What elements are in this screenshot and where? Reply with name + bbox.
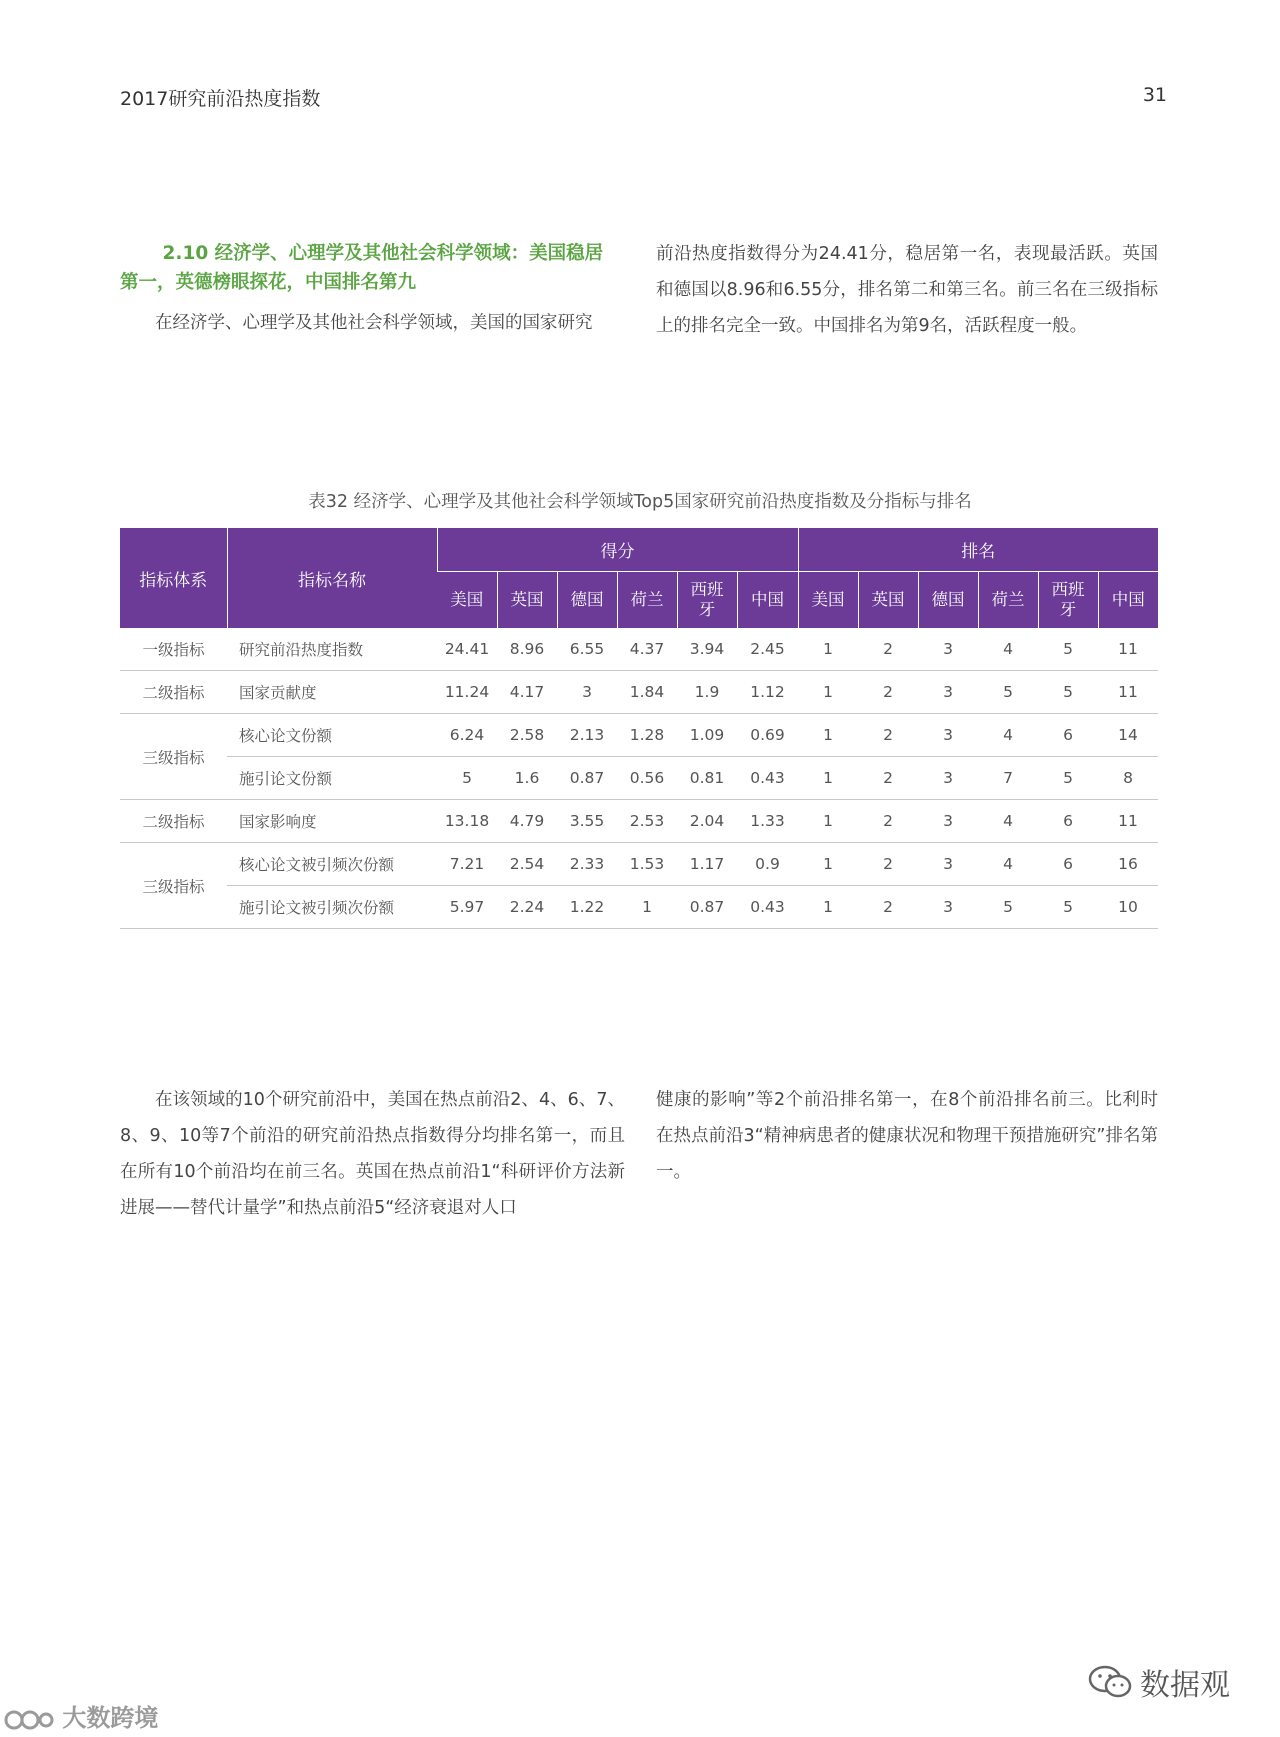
header-system: 指标体系 xyxy=(120,528,227,628)
rank-cell: 16 xyxy=(1098,843,1158,886)
table-caption: 表32 经济学、心理学及其他社会科学领域Top5国家研究前沿热度指数及分指标与排名 xyxy=(308,492,972,512)
indicator-system-cell: 一级指标 xyxy=(120,628,227,671)
rank-cell: 5 xyxy=(1038,886,1098,929)
rank-cell: 1 xyxy=(798,757,858,800)
score-cell: 1.17 xyxy=(677,843,737,886)
logo-icon xyxy=(4,1704,54,1734)
score-cell: 3.94 xyxy=(677,628,737,671)
watermark-left-text: 大数跨境 xyxy=(62,1704,159,1732)
header-rank-group: 排名 xyxy=(798,528,1158,572)
rank-cell: 2 xyxy=(858,714,918,757)
score-cell: 1 xyxy=(617,886,677,929)
score-cell: 2.54 xyxy=(497,843,557,886)
table-row xyxy=(120,757,1158,800)
rank-cell: 2 xyxy=(858,671,918,714)
table-row xyxy=(120,714,1158,757)
score-cell: 1.84 xyxy=(617,671,677,714)
score-country-header: 荷兰 xyxy=(617,572,677,629)
rank-cell: 4 xyxy=(978,628,1038,671)
wechat-icon xyxy=(1088,1665,1132,1699)
rank-cell: 2 xyxy=(858,757,918,800)
rank-cell: 4 xyxy=(978,843,1038,886)
score-cell: 7.21 xyxy=(437,843,497,886)
rank-cell: 4 xyxy=(978,800,1038,843)
rank-cell: 2 xyxy=(858,886,918,929)
score-cell: 1.6 xyxy=(497,757,557,800)
indicator-name-cell: 施引论文被引频次份额 xyxy=(227,886,437,929)
watermark-right-text: 数据观 xyxy=(1140,1668,1230,1703)
rank-cell: 7 xyxy=(978,757,1038,800)
rank-cell: 10 xyxy=(1098,886,1158,929)
rank-cell: 1 xyxy=(798,843,858,886)
rank-cell: 6 xyxy=(1038,800,1098,843)
table-row xyxy=(120,671,1158,714)
table-row xyxy=(120,886,1158,929)
header-name: 指标名称 xyxy=(227,528,437,628)
score-cell: 1.53 xyxy=(617,843,677,886)
rank-cell: 2 xyxy=(858,800,918,843)
score-country-header: 美国 xyxy=(437,572,497,629)
rank-cell: 3 xyxy=(918,757,978,800)
score-cell: 1.22 xyxy=(557,886,617,929)
indicator-name-cell: 施引论文份额 xyxy=(227,757,437,800)
rank-country-header: 西班牙 xyxy=(1038,572,1098,629)
rank-cell: 11 xyxy=(1098,800,1158,843)
rank-cell: 3 xyxy=(918,714,978,757)
section-title xyxy=(120,239,625,297)
table-row xyxy=(120,843,1158,886)
score-cell: 2.45 xyxy=(737,628,798,671)
score-cell: 0.87 xyxy=(677,886,737,929)
rank-cell: 3 xyxy=(918,843,978,886)
rank-cell: 1 xyxy=(798,628,858,671)
rank-cell: 14 xyxy=(1098,714,1158,757)
rank-cell: 1 xyxy=(798,671,858,714)
score-cell: 1.33 xyxy=(737,800,798,843)
rank-cell: 4 xyxy=(978,714,1038,757)
score-cell: 13.18 xyxy=(437,800,497,843)
rank-cell: 5 xyxy=(978,671,1038,714)
table-row xyxy=(120,628,1158,671)
score-cell: 4.37 xyxy=(617,628,677,671)
indicator-system-cell: 三级指标 xyxy=(120,714,227,800)
score-cell: 2.53 xyxy=(617,800,677,843)
score-cell: 6.24 xyxy=(437,714,497,757)
rank-cell: 11 xyxy=(1098,628,1158,671)
body-right-column xyxy=(656,1082,1158,1190)
rank-cell: 8 xyxy=(1098,757,1158,800)
rank-cell: 5 xyxy=(1038,757,1098,800)
score-country-header: 英国 xyxy=(497,572,557,629)
score-cell: 2.58 xyxy=(497,714,557,757)
rank-cell: 5 xyxy=(1038,628,1098,671)
score-cell: 0.81 xyxy=(677,757,737,800)
score-country-header: 西班牙 xyxy=(677,572,737,629)
rank-cell: 2 xyxy=(858,628,918,671)
section-title-line2: 第一，英德榜眼探花，中国排名第九 xyxy=(120,272,417,293)
score-cell: 8.96 xyxy=(497,628,557,671)
indicator-name-cell: 研究前沿热度指数 xyxy=(227,628,437,671)
score-cell: 0.43 xyxy=(737,886,798,929)
score-cell: 5 xyxy=(437,757,497,800)
indicator-system-cell: 三级指标 xyxy=(120,843,227,929)
indicator-system-cell: 二级指标 xyxy=(120,671,227,714)
score-cell: 5.97 xyxy=(437,886,497,929)
score-cell: 2.04 xyxy=(677,800,737,843)
body-paragraph-left: 在该领域的10个研究前沿中，美国在热点前沿2、4、6、7、8、9、10等7个前沿的研究前沿热点指数得分均排名第一，而且在所有10个前沿均在前三名。英国在热点前沿1“科研评价方法新进展——替代计量学”和热点前沿5“经济衰退对人口 xyxy=(120,1090,625,1218)
score-cell: 11.24 xyxy=(437,671,497,714)
score-cell: 0.69 xyxy=(737,714,798,757)
body-left-column xyxy=(120,1082,625,1226)
rank-country-header: 英国 xyxy=(858,572,918,629)
indicator-system-cell: 二级指标 xyxy=(120,800,227,843)
body-paragraph-right: 健康的影响”等2个前沿排名第一，在8个前沿排名前三。比利时在热点前沿3“精神病患者的健康状况和物理干预措施研究”排名第一。 xyxy=(656,1090,1158,1182)
intro-paragraph-right: 前沿热度指数得分为24.41分，稳居第一名，表现最活跃。英国和德国以8.96和6.55分，排名第二和第三名。前三名在三级指标上的排名完全一致。中国排名为第9名，活跃程度一般。 xyxy=(656,244,1158,336)
watermark-right xyxy=(1088,1660,1230,1704)
page-number: 31 xyxy=(1142,84,1167,106)
rank-cell: 3 xyxy=(918,886,978,929)
rank-cell: 1 xyxy=(798,800,858,843)
intro-paragraph-left: 在经济学、心理学及其他社会科学领域，美国的国家研究 xyxy=(155,313,593,333)
rank-cell: 3 xyxy=(918,800,978,843)
section-left-column xyxy=(120,239,625,341)
rank-cell: 5 xyxy=(1038,671,1098,714)
rank-cell: 5 xyxy=(978,886,1038,929)
header-score-group: 得分 xyxy=(437,528,798,572)
score-cell: 0.56 xyxy=(617,757,677,800)
watermark-left xyxy=(4,1698,158,1734)
indicator-name-cell: 国家贡献度 xyxy=(227,671,437,714)
rank-cell: 3 xyxy=(918,628,978,671)
rank-country-header: 中国 xyxy=(1098,572,1158,629)
rank-cell: 6 xyxy=(1038,843,1098,886)
score-country-header: 中国 xyxy=(737,572,798,629)
score-cell: 4.79 xyxy=(497,800,557,843)
rank-country-header: 荷兰 xyxy=(978,572,1038,629)
rank-cell: 1 xyxy=(798,714,858,757)
score-cell: 2.13 xyxy=(557,714,617,757)
rank-country-header: 德国 xyxy=(918,572,978,629)
score-cell: 2.24 xyxy=(497,886,557,929)
rank-cell: 6 xyxy=(1038,714,1098,757)
indicator-name-cell: 核心论文份额 xyxy=(227,714,437,757)
score-cell: 3 xyxy=(557,671,617,714)
score-cell: 24.41 xyxy=(437,628,497,671)
rank-cell: 11 xyxy=(1098,671,1158,714)
score-cell: 6.55 xyxy=(557,628,617,671)
rank-country-header: 美国 xyxy=(798,572,858,629)
running-title: 2017研究前沿热度指数 xyxy=(120,88,321,110)
section-right-column xyxy=(656,236,1158,344)
score-cell: 0.43 xyxy=(737,757,798,800)
table-row xyxy=(120,800,1158,843)
score-cell: 2.33 xyxy=(557,843,617,886)
score-cell: 4.17 xyxy=(497,671,557,714)
section-title-line1: 2.10 经济学、心理学及其他社会科学领域：美国稳居 xyxy=(162,243,604,264)
rank-cell: 3 xyxy=(918,671,978,714)
score-country-header: 德国 xyxy=(557,572,617,629)
score-cell: 1.09 xyxy=(677,714,737,757)
rank-cell: 1 xyxy=(798,886,858,929)
score-cell: 1.28 xyxy=(617,714,677,757)
score-cell: 1.12 xyxy=(737,671,798,714)
score-cell: 0.9 xyxy=(737,843,798,886)
score-cell: 1.9 xyxy=(677,671,737,714)
indicator-table xyxy=(120,528,1158,929)
indicator-name-cell: 国家影响度 xyxy=(227,800,437,843)
rank-cell: 2 xyxy=(858,843,918,886)
indicator-name-cell: 核心论文被引频次份额 xyxy=(227,843,437,886)
score-cell: 0.87 xyxy=(557,757,617,800)
score-cell: 3.55 xyxy=(557,800,617,843)
